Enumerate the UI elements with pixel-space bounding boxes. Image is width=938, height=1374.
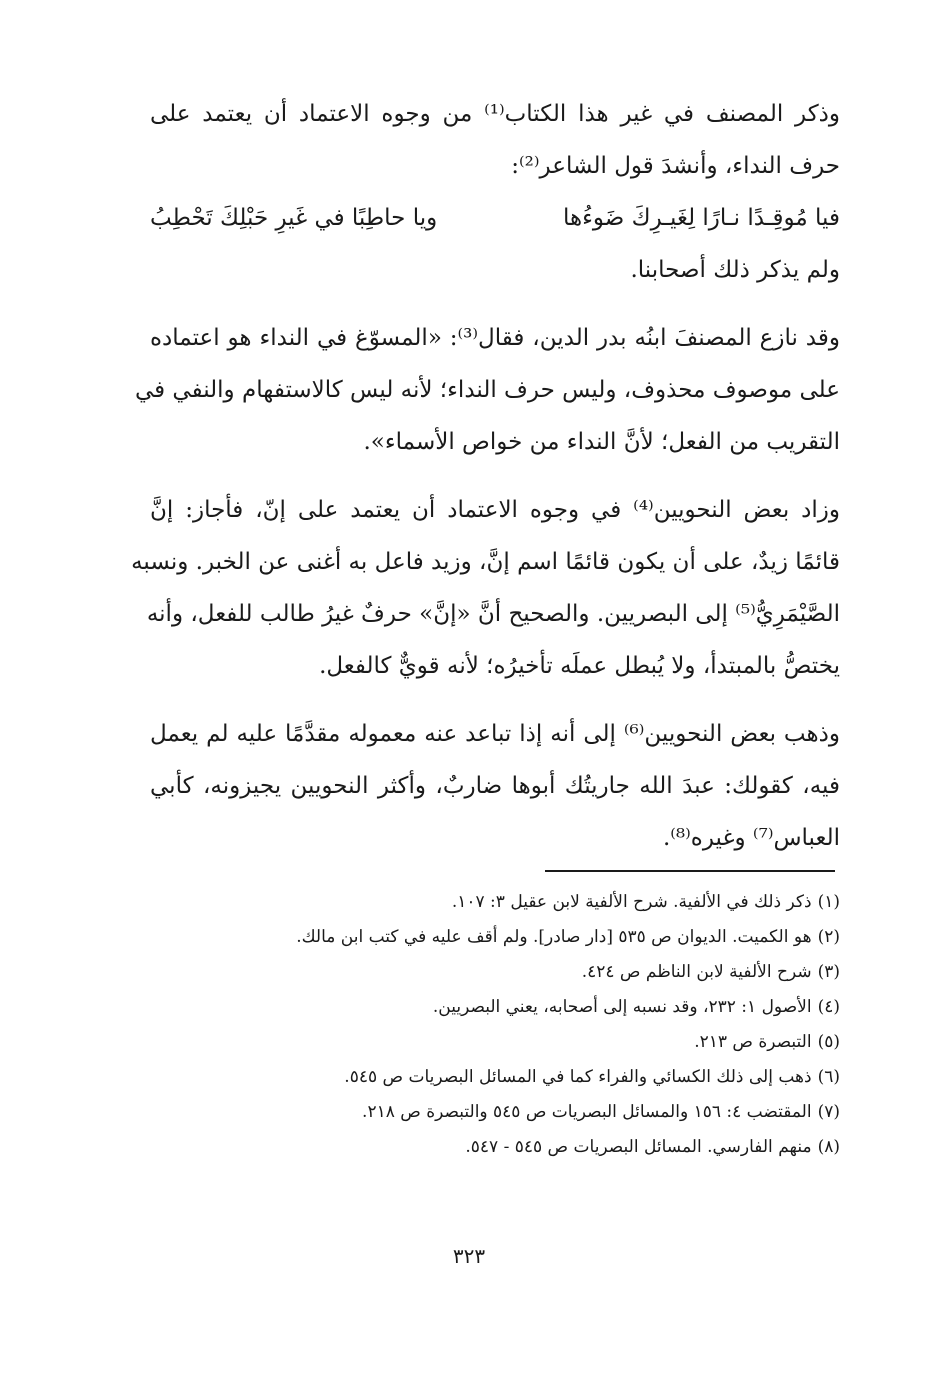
text-line: يختصُّ بالمبتدأ، ولا يُبطل عملَه تأخيرُه؛ لأنه قويٌّ كالفعل. <box>319 653 840 679</box>
verse-second-hemistich: ويا حاطِبًا في غَيرِ حَبْلِكَ تَحْطِبُ <box>150 205 438 231</box>
footnotes <box>200 890 840 1170</box>
footnote-number: (١) <box>817 892 840 912</box>
footnote-text: المقتضب ٤: ١٥٦ والمسائل البصريات ص ٥٤٥ والتبصرة ص ٢١٨. <box>362 1102 812 1122</box>
text-line: التقريب من الفعل؛ لأنَّ النداء من خواص الأسماء». <box>363 429 840 455</box>
footnote <box>200 995 840 1030</box>
footnote-text: منهم الفارسي. المسائل البصريات ص ٥٤٥ - ٥٤٧. <box>465 1137 812 1157</box>
text-line: ولم يذكر ذلك أصحابنا. <box>630 257 840 283</box>
footnote-number: (٦) <box>817 1067 840 1087</box>
footnote-number: (٣) <box>817 962 840 982</box>
footnote-text: هو الكميت. الديوان ص ٥٣٥ [دار صادر]. ولم أقف عليه في كتب ابن مالك. <box>296 927 812 947</box>
footnote-text: التبصرة ص ٢١٣. <box>694 1032 812 1052</box>
footnote-number: (٧) <box>817 1102 840 1122</box>
footnote-text: ذكر ذلك في الألفية. شرح الألفية لابن عقيل ٣: ١٠٧. <box>451 892 812 912</box>
paragraph-gap <box>150 480 840 496</box>
text-line: فيه، كقولك: عبدَ الله جاريتُك أبوها ضاربٌ، وأكثر النحويين يجيزونه، كأبي <box>150 773 840 799</box>
text-line: حرف النداء، وأنشدَ قول الشاعر⁽²⁾: <box>511 153 840 179</box>
text-line: وزاد بعض النحويين⁽⁴⁾ في وجوه الاعتماد أن يعتمد على إنّ، فأجاز: إنَّ <box>150 497 840 523</box>
footnote <box>200 1100 840 1135</box>
footnote <box>200 960 840 995</box>
footnote <box>200 925 840 960</box>
footnote-text: شرح الألفية لابن الناظم ص ٤٢٤. <box>581 962 812 982</box>
page-number: ٣٢٣ <box>452 1244 486 1268</box>
footnote <box>200 890 840 925</box>
footnote-divider <box>545 870 835 872</box>
paragraph-gap <box>150 308 840 324</box>
footnote <box>200 1135 840 1170</box>
footnote-text: ذهب إلى ذلك الكسائي والفراء كما في المسائل البصريات ص ٥٤٥. <box>344 1067 812 1087</box>
text-line: على موصوف محذوف، وليس حرف النداء؛ لأنه ليس كالاستفهام والنفي في <box>134 377 840 403</box>
poetry-verse <box>150 204 840 256</box>
footnote <box>200 1065 840 1100</box>
text-line: الصَّيْمَرِيُّ⁽⁵⁾ إلى البصريين. والصحيح أنَّ «إنَّ» حرفٌ غيرُ طالب للفعل، وأنه <box>146 601 840 627</box>
paragraph-gap <box>150 704 840 720</box>
footnote-number: (٢) <box>817 927 840 947</box>
main-text <box>131 100 840 876</box>
footnote-text: الأصول ١: ٢٣٢، وقد نسبه إلى أصحابه، يعني البصريين. <box>432 997 812 1017</box>
footnote <box>200 1030 840 1065</box>
text-line: قائمًا زيدٌ، على أن يكون قائمًا اسم إنَّ، وزيد فاعل به أغنى عن الخبر. ونسبه <box>131 549 840 575</box>
text-line: العباس⁽⁷⁾ وغيره⁽⁸⁾. <box>662 825 840 851</box>
text-line: وذهب بعض النحويين⁽⁶⁾ إلى أنه إذا تباعد عنه معموله مقدَّمًا عليه لم يعمل <box>150 721 840 747</box>
footnote-number: (٨) <box>817 1137 840 1157</box>
verse-first-hemistich: فيا مُوقِـدًا نـارًا لِغَيـرِكَ ضَوءُها <box>562 205 840 231</box>
text-line: وقد نازع المصنفَ ابنُه بدر الدين، فقال⁽³⁾: «المسوّغ في النداء هو اعتماده <box>150 325 840 351</box>
footnote-number: (٥) <box>817 1032 840 1052</box>
footnote-number: (٤) <box>817 997 840 1017</box>
text-line: وذكر المصنف في غير هذا الكتاب⁽¹⁾ من وجوه الاعتماد أن يعتمد على <box>150 101 840 127</box>
